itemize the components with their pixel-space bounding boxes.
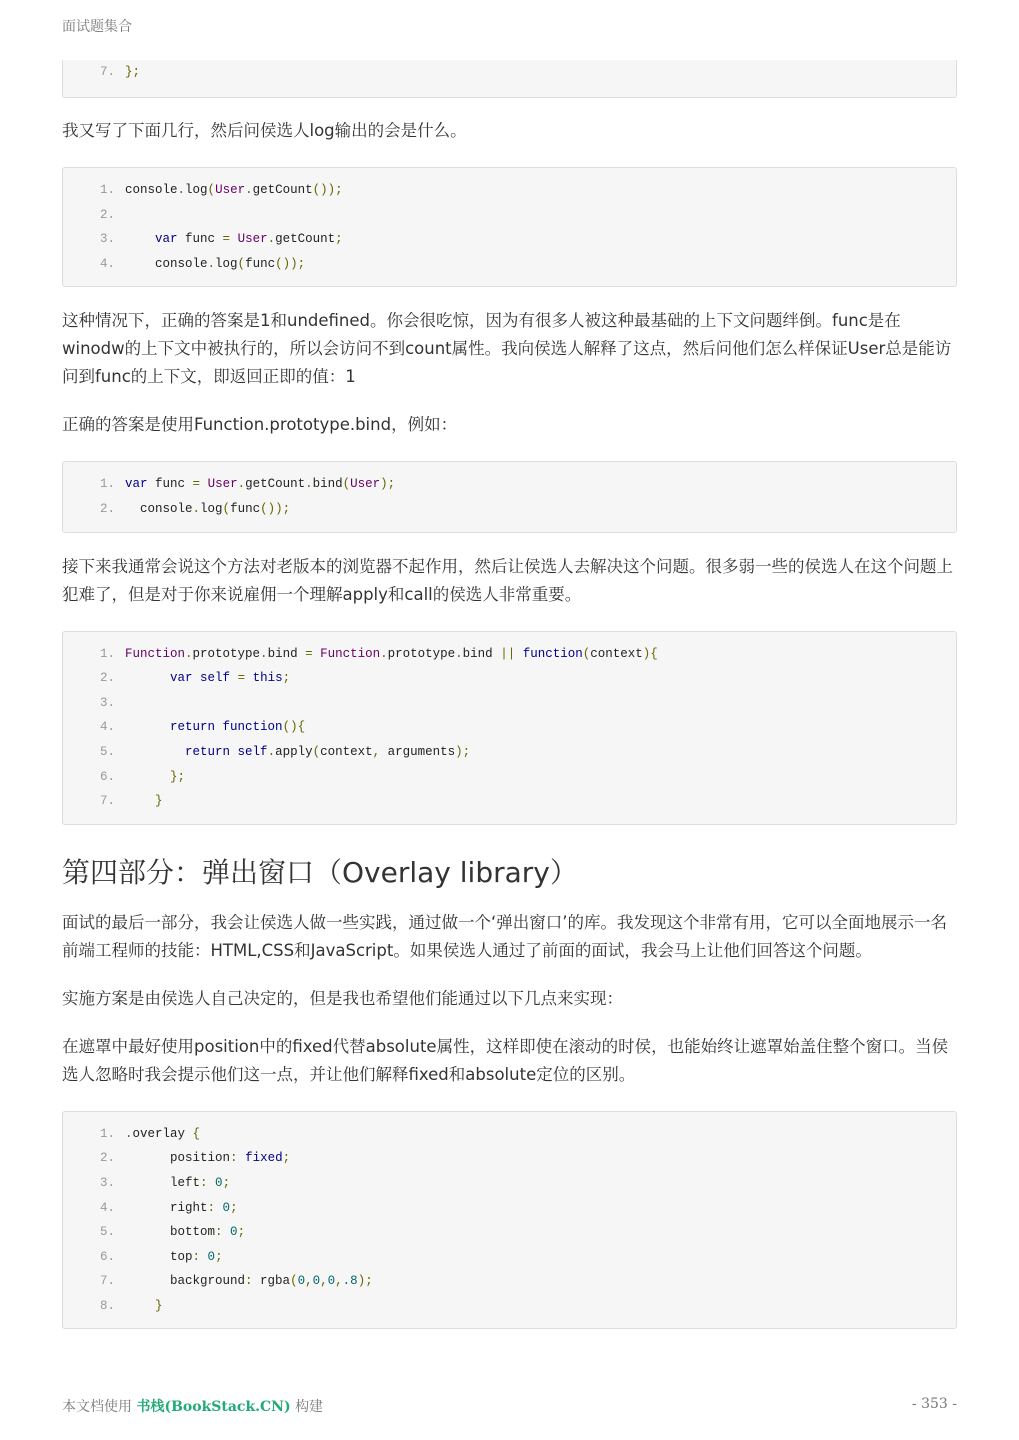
paragraph: 正确的答案是使用Function.prototype.bind，例如： (62, 415, 458, 435)
code-line: 3. left: 0; (63, 1171, 956, 1196)
line-number: 1. (99, 477, 115, 492)
code-line: 4. return function(){ (63, 715, 956, 740)
code-block (62, 631, 957, 825)
line-number: 4. (99, 720, 115, 735)
paragraph: 我又写了下面几行，然后问侯选人log输出的会是什么。 (62, 121, 467, 140)
line-number: 6. (99, 769, 115, 784)
line-number: 2. (99, 501, 115, 516)
code-line: 1. .overlay { (63, 1122, 956, 1147)
code-line: 5. return self.apply(context, arguments); (63, 740, 956, 765)
page-number: - 353 - (911, 1396, 957, 1412)
line-number: 2. (99, 207, 115, 222)
code-line: 7. background: rgba(0,0,0,.8); (63, 1269, 956, 1294)
line-number: 4. (99, 1200, 115, 1215)
code-line: 7. }; (63, 60, 956, 85)
code-line: 6. top: 0; (63, 1245, 956, 1270)
code-line: 4. right: 0; (63, 1196, 956, 1221)
code-block (62, 461, 957, 532)
code-line: 1. Function.prototype.bind = Function.prototype.bind || function(context){ (63, 642, 956, 667)
code-line: 3. var func = User.getCount; (63, 227, 956, 252)
line-number: 5. (99, 744, 115, 759)
section-heading: 第四部分：弹出窗口（Overlay library） (62, 855, 578, 889)
paragraph: 实施方案是由侯选人自己决定的，但是我也希望他们能通过以下几点来实现： (62, 988, 623, 1008)
line-number: 1. (99, 183, 115, 197)
code-block (62, 60, 957, 98)
footer-credit (62, 1396, 323, 1416)
footer-suffix: 构建 (295, 1399, 324, 1415)
code-line: 6. }; (63, 765, 956, 790)
line-number: 2. (99, 671, 115, 686)
line-number: 3. (99, 1175, 115, 1190)
line-number: 7. (99, 1274, 115, 1289)
code-line: 7. } (63, 789, 956, 814)
line-number: 1. (99, 646, 115, 661)
line-number: 7. (99, 65, 115, 79)
line-number: 4. (99, 256, 115, 271)
paragraph: 面试的最后一部分，我会让侯选人做一些实践，通过做一个‘弹出窗口’的库。我发现这个非常有用，它可以全面地展示一名前端工程师的技能：HTML,CSS和JavaScript。如果侯选人通过了前面的面试，我会马上让他们回答这个问题。 (62, 912, 947, 960)
running-header: 面试题集合 (62, 19, 132, 35)
code-block (62, 1111, 957, 1330)
code-line: 1. console.log(User.getCount()); (63, 178, 956, 203)
line-number: 3. (99, 695, 115, 710)
line-number: 5. (99, 1225, 115, 1240)
code-line: 2. position: fixed; (63, 1146, 956, 1171)
code-line: 8. } (63, 1294, 956, 1319)
code-line: 2. var self = this; (63, 666, 956, 691)
line-number: 3. (99, 232, 115, 247)
line-number: 1. (99, 1126, 115, 1141)
code-line (63, 691, 956, 716)
paragraph: 接下来我通常会说这个方法对老版本的浏览器不起作用，然后让侯选人去解决这个问题。很多弱一些的侯选人在这个问题上犯难了，但是对于你来说雇佣一个理解apply和call的侯选人非常重要。 (62, 556, 953, 604)
document-body (62, 60, 957, 1329)
code-line: 5. bottom: 0; (63, 1220, 956, 1245)
code-line (63, 203, 956, 228)
paragraph: 在遮罩中最好使用position中的fixed代替absolute属性，这样即使在滚动的时侯，也能始终让遮罩始盖住整个窗口。当侯选人忽略时我会提示他们这一点，并让他们解释fixed和absolute定位的区别。 (62, 1036, 949, 1084)
line-number: 8. (99, 1298, 115, 1313)
line-number: 2. (99, 1151, 115, 1166)
code-line: 4. console.log(func()); (63, 252, 956, 277)
paragraph: 这种情况下，正确的答案是1和undefined。你会很吃惊，因为有很多人被这种最基础的上下文问题绊倒。func是在winodw的上下文中被执行的，所以会访问不到count属性。我向侯选人解释了这点，然后问他们怎么样保证User总是能访问到func的上下文，即返回正即的值：1 (62, 311, 952, 387)
footer-prefix: 本文档使用 (62, 1399, 132, 1415)
bookstack-link[interactable]: 书栈(BookStack.CN) (136, 1399, 291, 1415)
code-line: 1. var func = User.getCount.bind(User); (63, 472, 956, 497)
line-number: 7. (99, 794, 115, 809)
code-block (62, 167, 957, 287)
line-number: 6. (99, 1249, 115, 1264)
code-line: 2. console.log(func()); (63, 497, 956, 522)
